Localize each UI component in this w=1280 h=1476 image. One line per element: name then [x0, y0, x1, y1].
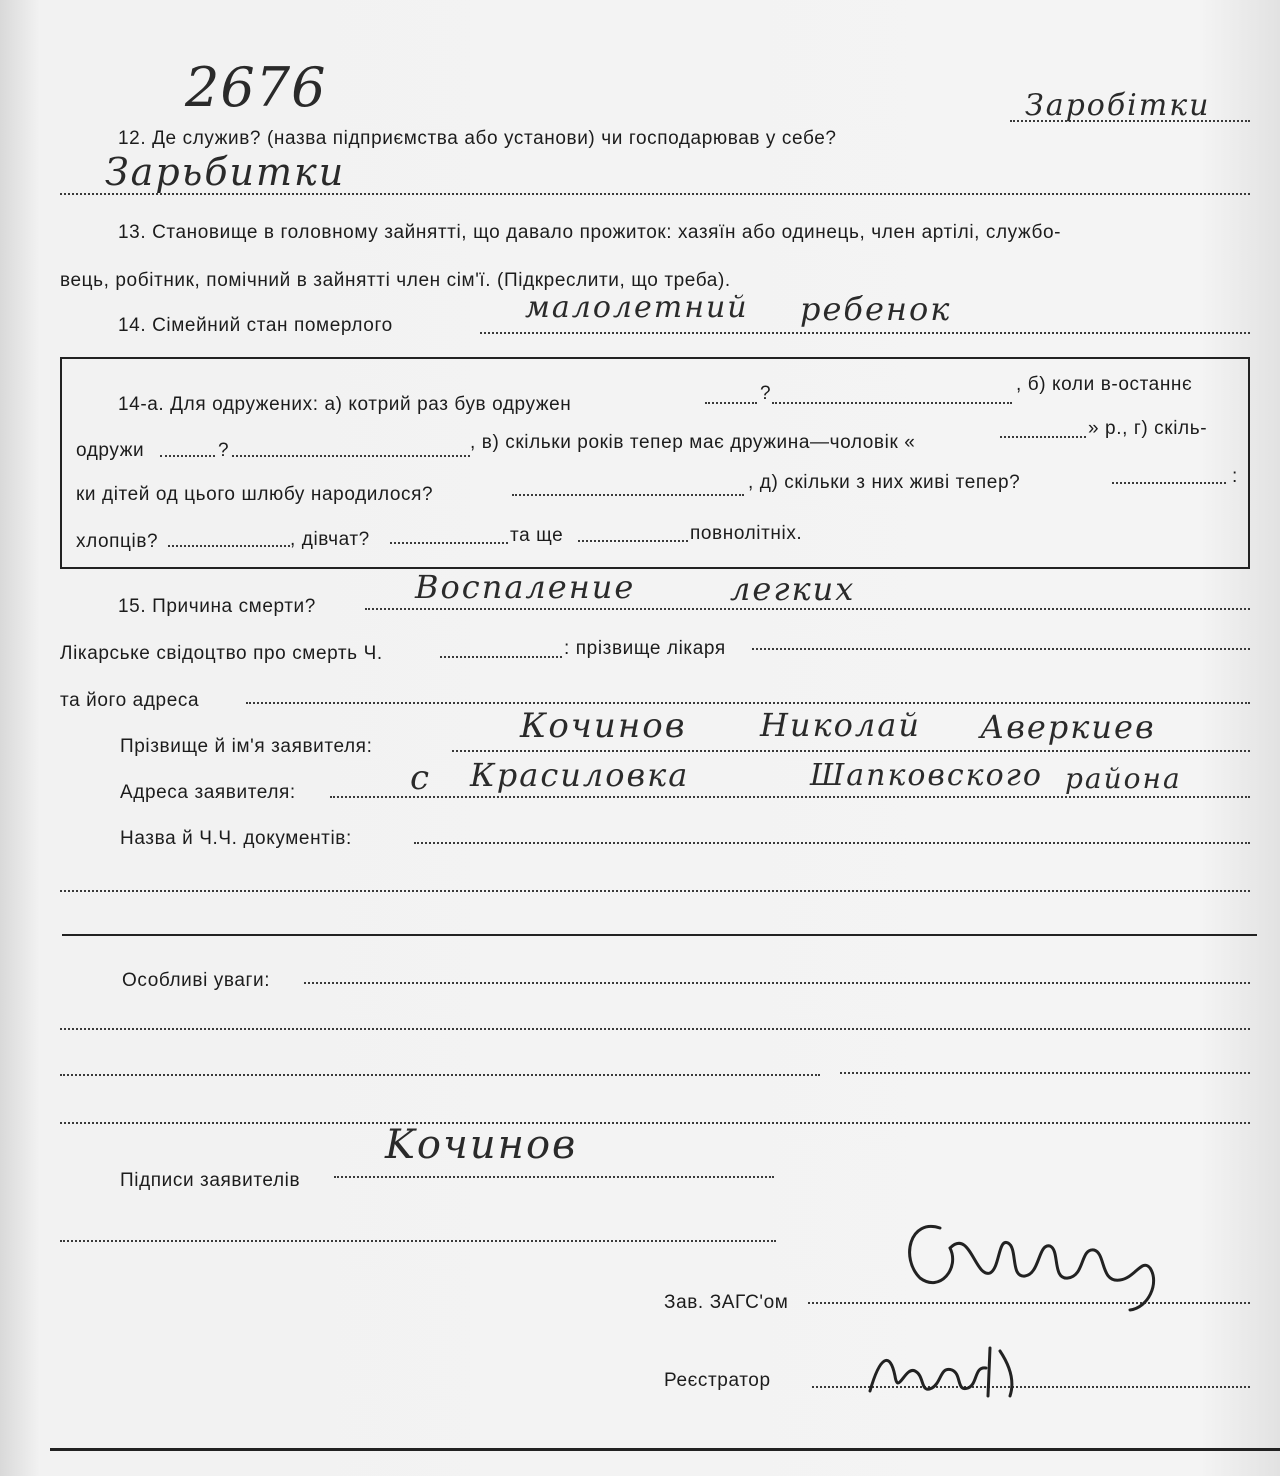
notes-label: Особливі уваги:	[122, 970, 271, 991]
section-divider	[62, 934, 1257, 936]
q14-answer-handwritten-2: ребенок	[800, 290, 952, 328]
applicant-address-label: Адреса заявителя:	[120, 782, 296, 803]
applicant-address-1: с	[410, 758, 432, 798]
registrar-signature-image	[860, 1336, 1040, 1406]
q14a-line-2c: , в) скільки років тепер має дружина—чоловік «	[470, 432, 916, 453]
medical-address-label: та його адреса	[60, 690, 200, 711]
registrar-label: Реєстратор	[664, 1370, 771, 1391]
applicant-docs-dots-2	[60, 890, 1250, 892]
q14a-dots-3	[160, 455, 215, 457]
applicant-name-1: Кочинов	[520, 706, 687, 746]
applicants-signature-label: Підписи заявителів	[120, 1170, 301, 1191]
head-signature-image	[880, 1198, 1180, 1318]
q14-label: 14. Сімейний стан померлого	[118, 315, 393, 336]
q14a-line-1b: ?	[760, 383, 772, 404]
q14a-line-4a: хлопців?	[76, 531, 159, 552]
archive-number: 2676	[185, 56, 327, 119]
q14a-line-3c: :	[1232, 466, 1238, 487]
applicant-name-2: Николай	[760, 706, 921, 744]
medical-doctor-label: : прізвище лікаря	[564, 638, 726, 659]
q14a-line-3b: , д) скільки з них живі тепер?	[748, 472, 1021, 493]
q13-line-2: вець, робітник, помічний в зайнятті член сім'ї. (Підкреслити, що треба).	[60, 270, 731, 291]
q14a-line-4c: та ще	[510, 525, 564, 546]
q14a-dots-6	[512, 494, 744, 496]
applicant-name-3: Аверкиев	[980, 708, 1156, 746]
q15-label: 15. Причина смерти?	[118, 596, 316, 617]
bottom-rule	[50, 1448, 1280, 1451]
applicant-signature-handwritten: Kочинов	[385, 1122, 578, 1168]
q15-answer-handwritten-1: Воспаление	[415, 568, 636, 606]
applicant-address-2: Красиловка	[470, 756, 690, 794]
medical-address-dots	[246, 702, 1250, 704]
q14a-line-4d: повнолітніх.	[690, 523, 803, 544]
q13-line-1: 13. Становище в головному зайнятті, що давало прожиток: хазяїн або одинець, член артілі, службо-	[118, 222, 1062, 243]
q12-answer-handwritten-2: Зарьбитки	[105, 150, 346, 194]
applicants-signature-dots	[334, 1176, 774, 1178]
notes-dots-2	[60, 1028, 1250, 1030]
q14a-dots-4	[232, 455, 470, 457]
notes-dots-1	[304, 982, 1250, 984]
applicant-docs-dots	[414, 842, 1250, 844]
applicant-name-dots	[452, 750, 1250, 752]
q14a-line-1c: , б) коли в-останнє	[1016, 374, 1193, 395]
q15-answer-line	[365, 608, 1250, 610]
medical-cert-label: Лікарське свідоцтво про смерть Ч.	[60, 643, 383, 664]
q14a-line-3a: ки дітей од цього шлюбу народилося?	[76, 484, 434, 505]
medical-cert-dots	[440, 656, 562, 658]
q14a-dots-2	[772, 402, 1012, 404]
q14a-line-2d: » р., г) скіль-	[1088, 418, 1208, 439]
applicant-address-dots	[330, 796, 1250, 798]
applicant-docs-label: Назва й Ч.Ч. документів:	[120, 828, 352, 849]
applicant-name-label: Прізвище й ім'я заявителя:	[120, 736, 373, 757]
q14a-line-1a: 14-а. Для одружених: а) котрий раз був одружен	[118, 394, 572, 415]
q14a-dots-10	[578, 540, 688, 542]
applicant-address-3: Шапковского	[810, 758, 1043, 793]
q12-answer-handwritten-1: Заробітки	[1025, 88, 1211, 123]
q14a-dots-8	[168, 545, 290, 547]
applicant-address-4: района	[1065, 762, 1182, 795]
notes-dots-4	[60, 1122, 1250, 1124]
q14a-line-2a: одружи	[76, 440, 145, 461]
q14a-line-2b: ?	[218, 440, 230, 461]
applicants-signature-dots-2	[60, 1240, 776, 1242]
q15-answer-handwritten-2: легких	[730, 570, 856, 608]
q14a-line-4b: , дівчат?	[290, 529, 370, 550]
q14-answer-line	[480, 332, 1250, 334]
medical-doctor-dots	[752, 648, 1250, 650]
q14a-dots-5	[1000, 436, 1086, 438]
q14a-dots-7	[1112, 482, 1226, 484]
notes-dots-3a	[60, 1074, 820, 1076]
notes-dots-3b	[840, 1072, 1250, 1074]
q12-label: 12. Де служив? (назва підприємства або установи) чи господарював у себе?	[118, 128, 837, 149]
head-label: Зав. ЗАГС'ом	[664, 1292, 789, 1313]
q14-answer-handwritten-1: малолетний	[525, 290, 749, 325]
q14a-dots-1	[705, 402, 757, 404]
q14a-dots-9	[390, 542, 508, 544]
